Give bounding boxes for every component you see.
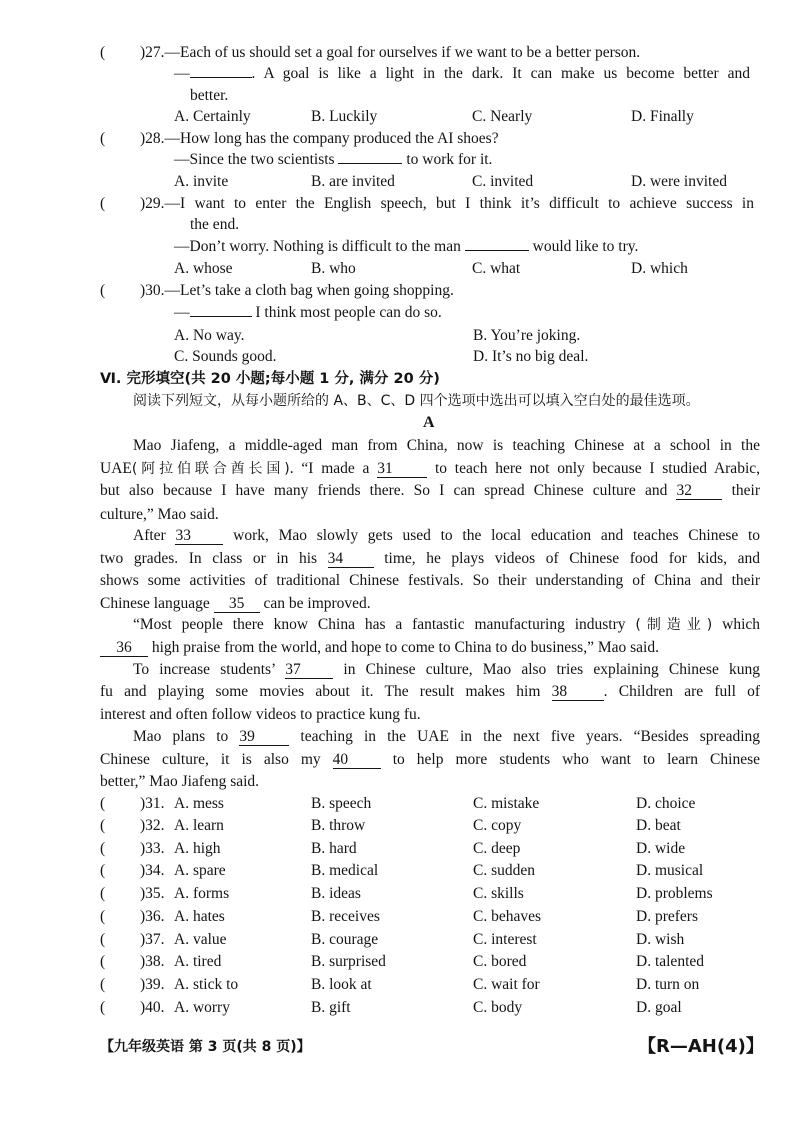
option-b: B. who <box>311 260 356 277</box>
blank <box>465 250 529 251</box>
option-c: C. mistake <box>473 795 540 812</box>
passage-line: better,” Mao Jiafeng said. <box>100 773 260 790</box>
choice-number: )34. <box>140 862 165 879</box>
option-c: C. body <box>473 999 523 1016</box>
question-27: )27.—Each of us should set a goal for ourselves if we want to be a better person. <box>140 44 641 61</box>
question-28-line2: —Since the two scientists to work for it. <box>174 151 493 168</box>
option-b: B. are invited <box>311 173 395 190</box>
answer-paren: ( <box>100 817 106 834</box>
option-c: C. sudden <box>473 862 535 879</box>
option-d: D. It’s no big deal. <box>473 348 589 365</box>
answer-paren: ( <box>100 908 106 925</box>
blank <box>190 77 252 78</box>
option-d: D. problems <box>636 885 713 902</box>
question-29-line2: the end. <box>190 216 240 233</box>
footer-page-info: 【九年级英语 第 3 页(共 8 页)】 <box>100 1039 311 1055</box>
answer-paren: ( <box>100 840 106 857</box>
option-c: C. interest <box>473 931 537 948</box>
blank-31: 31 <box>377 460 427 478</box>
option-b: B. speech <box>311 795 372 812</box>
blank-32: 32 <box>676 482 722 500</box>
option-b: B. courage <box>311 931 379 948</box>
choice-number: )38. <box>140 953 165 970</box>
blank-38: 38 <box>552 683 604 701</box>
option-a: A. hates <box>174 908 225 925</box>
choice-number: )40. <box>140 999 165 1016</box>
option-c: C. invited <box>472 173 534 190</box>
option-d: D. talented <box>636 953 705 970</box>
option-b: B. You’re joking. <box>473 327 581 344</box>
option-a: A. forms <box>174 885 230 902</box>
option-b: B. Luckily <box>311 108 378 125</box>
option-d: D. beat <box>636 817 681 834</box>
option-d: D. Finally <box>631 108 694 125</box>
option-c: C. what <box>472 260 521 277</box>
option-a: A. tired <box>174 953 222 970</box>
option-d: D. were invited <box>631 173 727 190</box>
option-b: B. ideas <box>311 885 361 902</box>
answer-paren: ( <box>100 44 106 61</box>
choice-number: )35. <box>140 885 165 902</box>
passage-line: interest and often follow videos to practice kung fu. <box>100 706 421 723</box>
option-b: B. receives <box>311 908 380 925</box>
passage-label: A <box>423 414 435 431</box>
blank <box>338 163 402 164</box>
option-d: D. goal <box>636 999 682 1016</box>
question-30-line2: — I think most people can do so. <box>174 304 442 321</box>
option-a: A. whose <box>174 260 233 277</box>
question-29-line3: —Don’t worry. Nothing is difficult to the man would like to try. <box>174 238 639 255</box>
answer-paren: ( <box>100 862 106 879</box>
option-b: B. medical <box>311 862 379 879</box>
section-instruction: 阅读下列短文，从每小题所给的 A、B、C、D 四个选项中选出可以填入空白处的最佳选项。 <box>133 393 700 409</box>
option-b: B. hard <box>311 840 357 857</box>
choice-number: )36. <box>140 908 165 925</box>
option-c: C. Nearly <box>472 108 533 125</box>
blank-33: 33 <box>175 527 223 545</box>
choice-number: )31. <box>140 795 165 812</box>
option-b: B. throw <box>311 817 366 834</box>
option-d: D. musical <box>636 862 704 879</box>
option-b: B. gift <box>311 999 351 1016</box>
answer-paren: ( <box>100 885 106 902</box>
option-d: D. which <box>631 260 688 277</box>
footer-code: 【R—AH(4)】 <box>638 1036 764 1057</box>
blank-39: 39 <box>239 728 289 746</box>
option-c: C. copy <box>473 817 522 834</box>
passage-line: shows some activities of traditional Chinese festivals. So their understanding of China and their <box>100 572 760 589</box>
answer-paren: ( <box>100 282 106 299</box>
question-27-line3: better. <box>190 87 229 104</box>
passage-line: but also because I have many friends there. So I can spread Chinese culture and 32 their <box>100 482 761 499</box>
passage-line: Chinese language 35 can be improved. <box>100 595 371 612</box>
passage-line: UAE(阿拉伯联合酋长国). “I made a 31 to teach here not only because I studied Arabic, <box>100 460 761 477</box>
option-d: D. wide <box>636 840 686 857</box>
option-d: D. wish <box>636 931 685 948</box>
option-a: A. invite <box>174 173 229 190</box>
option-a: A. stick to <box>174 976 239 993</box>
option-a: A. No way. <box>174 327 245 344</box>
passage-line: Chinese culture, it is also my 40 to help more students who want to learn Chinese <box>100 751 760 768</box>
option-a: A. worry <box>174 999 230 1016</box>
option-c: C. Sounds good. <box>174 348 277 365</box>
option-c: C. deep <box>473 840 521 857</box>
answer-paren: ( <box>100 795 106 812</box>
answer-paren: ( <box>100 976 106 993</box>
blank-40: 40 <box>333 751 381 769</box>
passage-line: Mao plans to 39 teaching in the UAE in the next five years. “Besides spreading <box>133 728 761 745</box>
blank-37: 37 <box>285 661 333 679</box>
blank-34: 34 <box>328 550 374 568</box>
passage-line: Mao Jiafeng, a middle-aged man from China, now is teaching Chinese at a school in the <box>133 437 760 454</box>
answer-paren: ( <box>100 130 106 147</box>
question-29: )29.—I want to enter the English speech, but I think it’s difficult to achieve success in <box>140 195 754 212</box>
option-d: D. choice <box>636 795 696 812</box>
choice-number: )33. <box>140 840 165 857</box>
section-title: Ⅵ. 完形填空(共 20 小题;每小题 1 分, 满分 20 分) <box>100 371 440 387</box>
option-a: A. value <box>174 931 227 948</box>
option-a: A. Certainly <box>174 108 251 125</box>
passage-line: “Most people there know China has a fantastic manufacturing industry (制造业) which <box>133 616 761 633</box>
passage-line: two grades. In class or in his 34 time, he plays videos of Chinese food for kids, and <box>100 550 761 567</box>
blank <box>190 316 252 317</box>
blank-36: 36 <box>100 639 148 657</box>
option-b: B. surprised <box>311 953 386 970</box>
option-a: A. spare <box>174 862 226 879</box>
answer-paren: ( <box>100 195 106 212</box>
passage-line: After 33 work, Mao slowly gets used to the local education and teaches Chinese to <box>133 527 761 544</box>
option-c: C. wait for <box>473 976 540 993</box>
answer-paren: ( <box>100 999 106 1016</box>
option-b: B. look at <box>311 976 372 993</box>
choice-number: )37. <box>140 931 165 948</box>
option-a: A. high <box>174 840 221 857</box>
option-c: C. bored <box>473 953 527 970</box>
option-d: D. turn on <box>636 976 700 993</box>
question-27-line2: — . A goal is like a light in the dark. It can make us become better and <box>174 65 750 82</box>
option-a: A. mess <box>174 795 224 812</box>
question-30: )30.—Let’s take a cloth bag when going shopping. <box>140 282 454 299</box>
option-c: C. behaves <box>473 908 542 925</box>
option-c: C. skills <box>473 885 524 902</box>
option-a: A. learn <box>174 817 224 834</box>
passage-line: culture,” Mao said. <box>100 506 219 523</box>
blank-35: 35 <box>214 595 260 613</box>
passage-line: 36 high praise from the world, and hope to come to China to do business,” Mao said. <box>100 638 659 658</box>
question-28: )28.—How long has the company produced the AI shoes? <box>140 130 499 147</box>
passage-line: fu and playing some movies about it. The result makes him 38 . Children are full of <box>100 683 761 700</box>
option-d: D. prefers <box>636 908 698 925</box>
choice-number: )32. <box>140 817 165 834</box>
choice-number: )39. <box>140 976 165 993</box>
passage-line: To increase students’ 37 in Chinese culture, Mao also tries explaining Chinese kung <box>133 661 761 678</box>
answer-paren: ( <box>100 953 106 970</box>
answer-paren: ( <box>100 931 106 948</box>
